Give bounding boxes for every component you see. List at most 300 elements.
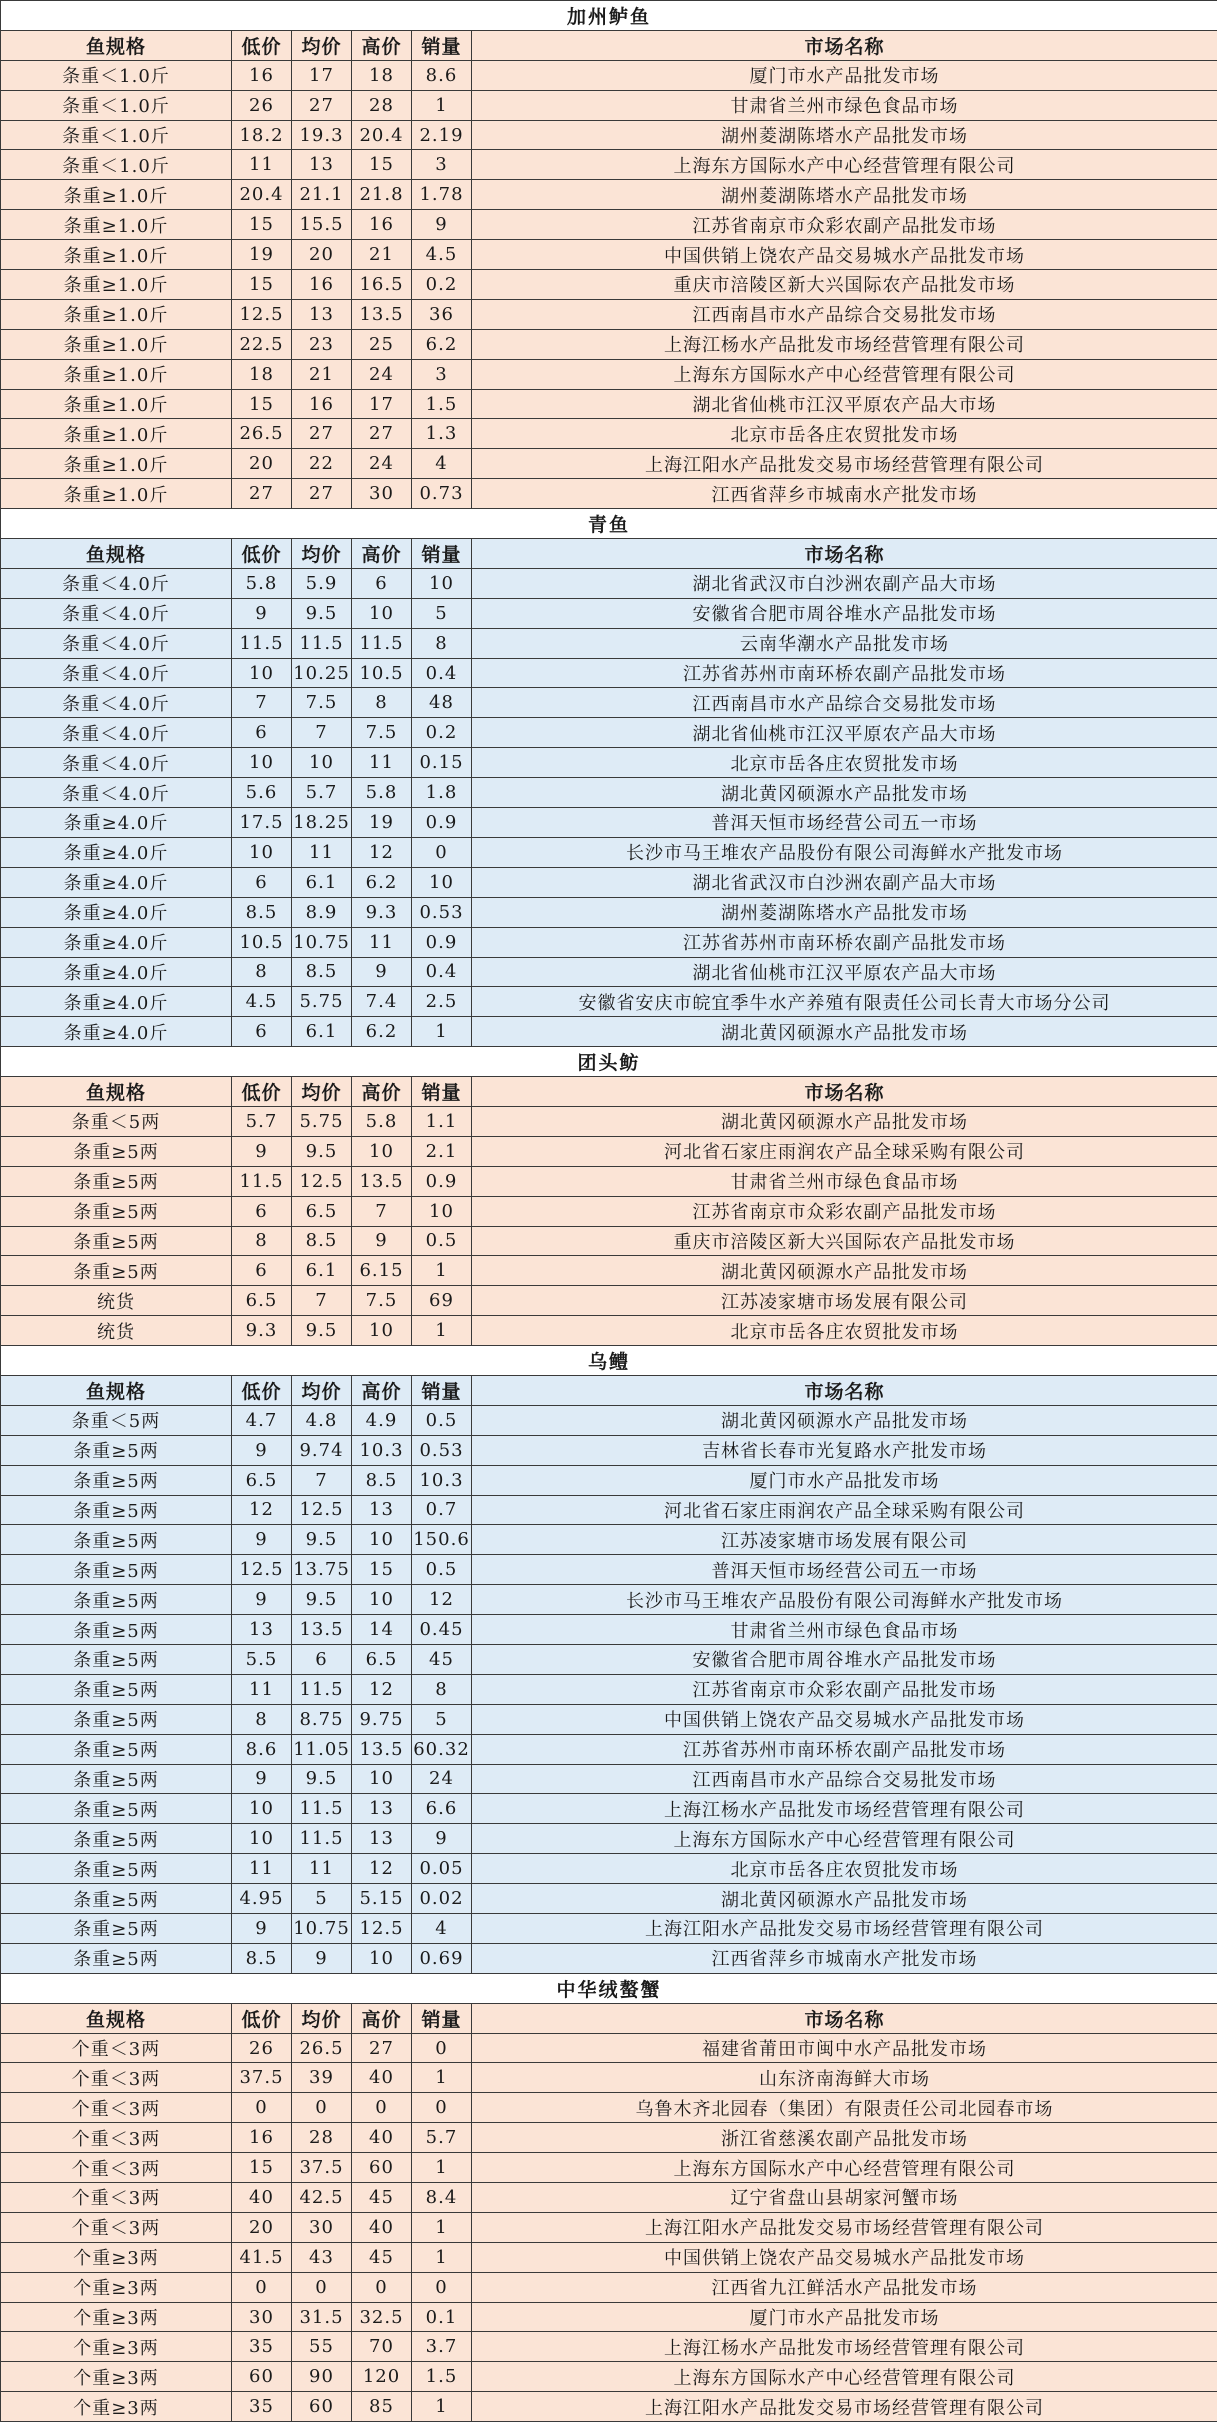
table-cell: 江苏省南京市众彩农副产品批发市场	[472, 210, 1217, 240]
table-cell: 条重≥4.0斤	[1, 808, 232, 838]
table-cell: 条重≥5两	[1, 1585, 232, 1615]
column-header: 销量	[412, 30, 472, 60]
table-cell: 0	[412, 2033, 472, 2063]
table-cell: 7.5	[352, 718, 412, 748]
table-cell: 江苏凌家塘市场发展有限公司	[472, 1525, 1217, 1555]
column-header: 高价	[352, 539, 412, 569]
table-cell: 27	[352, 2033, 412, 2063]
table-cell: 22.5	[232, 329, 292, 359]
table-cell: 55	[292, 2332, 352, 2362]
header-row	[1, 30, 1217, 60]
table-row	[1, 927, 1217, 957]
table-cell: 18	[232, 359, 292, 389]
table-cell: 甘肃省兰州市绿色食品市场	[472, 1166, 1217, 1196]
table-cell: 条重≥5两	[1, 1794, 232, 1824]
column-header: 均价	[292, 1077, 352, 1107]
table-cell: 11.5	[292, 1824, 352, 1854]
section-title-row	[1, 1346, 1217, 1376]
table-cell: 11.5	[292, 1674, 352, 1704]
table-cell: 21.1	[292, 180, 352, 210]
table-cell: 10	[232, 1794, 292, 1824]
table-cell: 0.69	[412, 1943, 472, 1973]
table-cell: 4	[412, 1914, 472, 1944]
table-cell: 12	[352, 1674, 412, 1704]
table-cell: 10	[412, 867, 472, 897]
header-row	[1, 2003, 1217, 2033]
table-cell: 6.5	[232, 1286, 292, 1316]
table-cell: 辽宁省盘山县胡家河蟹市场	[472, 2183, 1217, 2213]
table-row	[1, 1106, 1217, 1136]
table-cell: 8.5	[292, 1226, 352, 1256]
table-cell: 2.5	[412, 987, 472, 1017]
table-cell: 20.4	[352, 120, 412, 150]
table-row	[1, 808, 1217, 838]
table-cell: 9	[412, 210, 472, 240]
table-cell: 2.19	[412, 120, 472, 150]
table-cell: 0	[232, 2093, 292, 2123]
table-cell: 5.5	[232, 1644, 292, 1674]
table-cell: 12.5	[232, 1555, 292, 1585]
table-cell: 5.6	[232, 778, 292, 808]
section-title: 乌鳢	[1, 1346, 1217, 1376]
table-cell: 8.5	[292, 957, 352, 987]
table-cell: 条重≥5两	[1, 1704, 232, 1734]
table-cell: 1	[412, 2242, 472, 2272]
table-cell: 个重＜3两	[1, 2093, 232, 2123]
table-row	[1, 1734, 1217, 1764]
table-cell: 条重≥1.0斤	[1, 210, 232, 240]
table-row	[1, 957, 1217, 987]
table-row	[1, 240, 1217, 270]
table-cell: 0.5	[412, 1226, 472, 1256]
table-cell: 河北省石家庄雨润农产品全球采购有限公司	[472, 1495, 1217, 1525]
table-cell: 8.6	[232, 1734, 292, 1764]
table-cell: 5.7	[412, 2123, 472, 2153]
table-cell: 条重＜4.0斤	[1, 568, 232, 598]
table-row	[1, 2332, 1217, 2362]
table-row	[1, 1196, 1217, 1226]
table-cell: 湖北黄冈硕源水产品批发市场	[472, 1106, 1217, 1136]
table-cell: 40	[352, 2063, 412, 2093]
table-cell: 上海江杨水产品批发市场经营管理有限公司	[472, 2332, 1217, 2362]
table-cell: 23	[292, 329, 352, 359]
table-row	[1, 1226, 1217, 1256]
table-cell: 5.75	[292, 987, 352, 1017]
table-row	[1, 2212, 1217, 2242]
table-cell: 16	[292, 389, 352, 419]
table-cell: 条重≥5两	[1, 1644, 232, 1674]
table-cell: 6	[292, 1644, 352, 1674]
table-cell: 个重＜3两	[1, 2033, 232, 2063]
table-cell: 16	[232, 2123, 292, 2153]
table-cell: 个重＜3两	[1, 2153, 232, 2183]
table-cell: 条重≥5两	[1, 1555, 232, 1585]
table-cell: 27	[352, 419, 412, 449]
table-cell: 个重＜3两	[1, 2123, 232, 2153]
table-cell: 8	[232, 1226, 292, 1256]
column-header: 销量	[412, 1077, 472, 1107]
table-cell: 上海江阳水产品批发交易市场经营管理有限公司	[472, 2212, 1217, 2242]
table-cell: 8.75	[292, 1704, 352, 1734]
header-row	[1, 1077, 1217, 1107]
table-cell: 条重≥1.0斤	[1, 270, 232, 300]
table-cell: 10	[352, 1136, 412, 1166]
table-cell: 4.8	[292, 1405, 352, 1435]
table-row	[1, 688, 1217, 718]
table-cell: 26.5	[292, 2033, 352, 2063]
table-cell: 8.4	[412, 2183, 472, 2213]
table-cell: 5.75	[292, 1106, 352, 1136]
table-cell: 吉林省长春市光复路水产批发市场	[472, 1435, 1217, 1465]
table-cell: 北京市岳各庄农贸批发市场	[472, 1316, 1217, 1346]
table-cell: 16	[232, 60, 292, 90]
table-cell: 9.74	[292, 1435, 352, 1465]
table-cell: 12	[352, 1854, 412, 1884]
table-cell: 湖北黄冈硕源水产品批发市场	[472, 778, 1217, 808]
table-cell: 0.53	[412, 897, 472, 927]
table-cell: 湖州菱湖陈塔水产品批发市场	[472, 120, 1217, 150]
table-cell: 条重＜4.0斤	[1, 748, 232, 778]
table-cell: 6.1	[292, 867, 352, 897]
table-cell: 3	[412, 150, 472, 180]
table-cell: 湖州菱湖陈塔水产品批发市场	[472, 180, 1217, 210]
column-header: 鱼规格	[1, 30, 232, 60]
table-cell: 中国供销上饶农产品交易城水产品批发市场	[472, 2242, 1217, 2272]
table-cell: 19	[352, 808, 412, 838]
table-cell: 条重≥1.0斤	[1, 479, 232, 509]
table-cell: 27	[292, 419, 352, 449]
column-header: 低价	[232, 2003, 292, 2033]
table-row	[1, 90, 1217, 120]
table-cell: 条重≥1.0斤	[1, 419, 232, 449]
column-header: 高价	[352, 30, 412, 60]
table-cell: 安徽省合肥市周谷堆水产品批发市场	[472, 1644, 1217, 1674]
table-cell: 10	[352, 1316, 412, 1346]
table-cell: 普洱天恒市场经营公司五一市场	[472, 808, 1217, 838]
table-cell: 条重≥5两	[1, 1914, 232, 1944]
column-header: 销量	[412, 2003, 472, 2033]
table-cell: 13.75	[292, 1555, 352, 1585]
table-row	[1, 2242, 1217, 2272]
table-cell: 甘肃省兰州市绿色食品市场	[472, 1615, 1217, 1645]
table-cell: 9	[412, 1824, 472, 1854]
table-cell: 条重＜1.0斤	[1, 120, 232, 150]
table-cell: 13	[292, 299, 352, 329]
table-cell: 11	[292, 837, 352, 867]
table-cell: 7	[292, 718, 352, 748]
table-cell: 江苏省苏州市南环桥农副产品批发市场	[472, 658, 1217, 688]
table-cell: 6.1	[292, 1256, 352, 1286]
table-cell: 18	[352, 60, 412, 90]
table-cell: 1	[412, 2153, 472, 2183]
table-cell: 3.7	[412, 2332, 472, 2362]
table-cell: 7.5	[352, 1286, 412, 1316]
column-header: 销量	[412, 1375, 472, 1405]
table-cell: 7	[352, 1196, 412, 1226]
table-cell: 条重≥5两	[1, 1884, 232, 1914]
table-row	[1, 180, 1217, 210]
table-cell: 31.5	[292, 2302, 352, 2332]
table-cell: 10	[412, 568, 472, 598]
table-row	[1, 1674, 1217, 1704]
table-cell: 安徽省安庆市皖宜季牛水产养殖有限责任公司长青大市场分公司	[472, 987, 1217, 1017]
table-cell: 条重＜1.0斤	[1, 90, 232, 120]
table-cell: 9.5	[292, 1316, 352, 1346]
section-title-row	[1, 509, 1217, 539]
table-cell: 8.6	[412, 60, 472, 90]
table-cell: 20.4	[232, 180, 292, 210]
table-cell: 1.5	[412, 389, 472, 419]
table-cell: 48	[412, 688, 472, 718]
table-cell: 10.3	[412, 1465, 472, 1495]
table-cell: 0.1	[412, 2302, 472, 2332]
table-cell: 0.4	[412, 957, 472, 987]
table-cell: 重庆市涪陵区新大兴国际农产品批发市场	[472, 1226, 1217, 1256]
table-cell: 北京市岳各庄农贸批发市场	[472, 419, 1217, 449]
table-cell: 9	[232, 1525, 292, 1555]
table-cell: 40	[352, 2212, 412, 2242]
table-cell: 条重＜4.0斤	[1, 688, 232, 718]
table-cell: 条重≥5两	[1, 1465, 232, 1495]
table-cell: 11.5	[232, 1166, 292, 1196]
table-row	[1, 150, 1217, 180]
table-cell: 15.5	[292, 210, 352, 240]
table-cell: 21.8	[352, 180, 412, 210]
table-cell: 条重≥5两	[1, 1196, 232, 1226]
table-cell: 上海江杨水产品批发市场经营管理有限公司	[472, 329, 1217, 359]
table-cell: 甘肃省兰州市绿色食品市场	[472, 90, 1217, 120]
table-cell: 0.9	[412, 1166, 472, 1196]
table-cell: 15	[352, 150, 412, 180]
table-cell: 10.75	[292, 1914, 352, 1944]
table-cell: 0.73	[412, 479, 472, 509]
table-cell: 9	[232, 1914, 292, 1944]
table-cell: 7	[292, 1286, 352, 1316]
table-cell: 条重＜5两	[1, 1106, 232, 1136]
table-cell: 17.5	[232, 808, 292, 838]
table-cell: 1	[412, 2063, 472, 2093]
table-cell: 条重≥5两	[1, 1734, 232, 1764]
table-cell: 14	[352, 1615, 412, 1645]
table-row	[1, 1256, 1217, 1286]
table-cell: 江苏省南京市众彩农副产品批发市场	[472, 1674, 1217, 1704]
table-cell: 上海江阳水产品批发交易市场经营管理有限公司	[472, 1914, 1217, 1944]
table-cell: 13.5	[292, 1615, 352, 1645]
table-cell: 条重≥1.0斤	[1, 329, 232, 359]
table-cell: 个重＜3两	[1, 2063, 232, 2093]
table-cell: 条重≥4.0斤	[1, 867, 232, 897]
table-row	[1, 2123, 1217, 2153]
table-row	[1, 359, 1217, 389]
table-cell: 10	[412, 1196, 472, 1226]
table-cell: 4.7	[232, 1405, 292, 1435]
table-cell: 3	[412, 359, 472, 389]
table-cell: 厦门市水产品批发市场	[472, 60, 1217, 90]
table-cell: 江西省九江鲜活水产品批发市场	[472, 2272, 1217, 2302]
section-title-row	[1, 1973, 1217, 2003]
table-cell: 8	[232, 957, 292, 987]
table-cell: 5.8	[352, 1106, 412, 1136]
table-cell: 9.75	[352, 1704, 412, 1734]
table-cell: 32.5	[352, 2302, 412, 2332]
table-cell: 40	[232, 2183, 292, 2213]
table-cell: 0.9	[412, 927, 472, 957]
table-cell: 条重≥5两	[1, 1943, 232, 1973]
table-cell: 60	[232, 2362, 292, 2392]
table-row	[1, 658, 1217, 688]
table-cell: 13	[352, 1824, 412, 1854]
table-cell: 11.5	[232, 628, 292, 658]
table-cell: 5.7	[292, 778, 352, 808]
table-cell: 条重＜4.0斤	[1, 658, 232, 688]
table-cell: 35	[232, 2332, 292, 2362]
column-header: 均价	[292, 539, 352, 569]
table-cell: 30	[232, 2302, 292, 2332]
table-cell: 11	[352, 748, 412, 778]
table-cell: 北京市岳各庄农贸批发市场	[472, 748, 1217, 778]
table-row	[1, 1017, 1217, 1047]
table-cell: 30	[292, 2212, 352, 2242]
table-cell: 25	[352, 329, 412, 359]
table-row	[1, 270, 1217, 300]
table-cell: 条重≥5两	[1, 1824, 232, 1854]
table-cell: 120	[352, 2362, 412, 2392]
table-cell: 条重≥4.0斤	[1, 1017, 232, 1047]
table-row	[1, 1914, 1217, 1944]
table-cell: 江西南昌市水产品综合交易批发市场	[472, 299, 1217, 329]
table-cell: 10	[352, 1764, 412, 1794]
table-row	[1, 1405, 1217, 1435]
table-cell: 条重＜1.0斤	[1, 60, 232, 90]
table-cell: 0.5	[412, 1405, 472, 1435]
table-cell: 0.45	[412, 1615, 472, 1645]
table-row	[1, 2093, 1217, 2123]
table-cell: 11.05	[292, 1734, 352, 1764]
table-cell: 5.9	[292, 568, 352, 598]
table-cell: 13.5	[352, 1734, 412, 1764]
table-cell: 统货	[1, 1286, 232, 1316]
table-cell: 6	[232, 1256, 292, 1286]
table-cell: 15	[232, 270, 292, 300]
table-cell: 9.5	[292, 1764, 352, 1794]
table-cell: 90	[292, 2362, 352, 2392]
table-cell: 18.25	[292, 808, 352, 838]
table-cell: 条重≥1.0斤	[1, 299, 232, 329]
section-title: 青鱼	[1, 509, 1217, 539]
table-cell: 6.2	[352, 867, 412, 897]
table-row	[1, 449, 1217, 479]
table-cell: 个重≥3两	[1, 2242, 232, 2272]
table-cell: 条重≥1.0斤	[1, 449, 232, 479]
table-cell: 12.5	[352, 1914, 412, 1944]
table-cell: 7.4	[352, 987, 412, 1017]
table-cell: 42.5	[292, 2183, 352, 2213]
table-cell: 26	[232, 2033, 292, 2063]
table-cell: 0.53	[412, 1435, 472, 1465]
table-cell: 10	[232, 1824, 292, 1854]
section-1	[1, 509, 1217, 1047]
table-cell: 11	[232, 1674, 292, 1704]
table-row	[1, 1316, 1217, 1346]
table-cell: 江苏凌家塘市场发展有限公司	[472, 1286, 1217, 1316]
table-cell: 江西省萍乡市城南水产批发市场	[472, 479, 1217, 509]
section-3	[1, 1346, 1217, 1974]
header-row	[1, 539, 1217, 569]
table-cell: 条重＜4.0斤	[1, 598, 232, 628]
table-cell: 16.5	[352, 270, 412, 300]
table-row	[1, 1854, 1217, 1884]
table-cell: 37.5	[292, 2153, 352, 2183]
table-cell: 1.8	[412, 778, 472, 808]
column-header: 低价	[232, 1077, 292, 1107]
table-row	[1, 987, 1217, 1017]
column-header: 鱼规格	[1, 2003, 232, 2033]
table-cell: 1.78	[412, 180, 472, 210]
table-cell: 6.1	[292, 1017, 352, 1047]
table-cell: 乌鲁木齐北园春（集团）有限责任公司北园春市场	[472, 2093, 1217, 2123]
table-cell: 0.4	[412, 658, 472, 688]
table-cell: 9	[232, 1435, 292, 1465]
table-cell: 13	[352, 1794, 412, 1824]
table-row	[1, 1794, 1217, 1824]
table-row	[1, 329, 1217, 359]
table-cell: 6	[232, 867, 292, 897]
table-cell: 11.5	[292, 628, 352, 658]
table-cell: 9	[352, 1226, 412, 1256]
column-header: 市场名称	[472, 539, 1217, 569]
table-cell: 条重≥1.0斤	[1, 389, 232, 419]
table-cell: 浙江省慈溪农副产品批发市场	[472, 2123, 1217, 2153]
table-cell: 21	[292, 359, 352, 389]
table-cell: 37.5	[232, 2063, 292, 2093]
table-cell: 13	[232, 1615, 292, 1645]
table-row	[1, 1525, 1217, 1555]
table-cell: 12.5	[232, 299, 292, 329]
table-cell: 10.5	[352, 658, 412, 688]
table-cell: 9	[232, 1585, 292, 1615]
table-cell: 0.9	[412, 808, 472, 838]
table-row	[1, 2183, 1217, 2213]
table-cell: 条重≥5两	[1, 1674, 232, 1704]
table-row	[1, 2392, 1217, 2422]
column-header: 市场名称	[472, 30, 1217, 60]
table-cell: 0	[232, 2272, 292, 2302]
table-cell: 湖北省武汉市白沙洲农副产品大市场	[472, 568, 1217, 598]
section-4	[1, 1973, 1217, 2421]
column-header: 高价	[352, 1375, 412, 1405]
table-cell: 8.5	[232, 1943, 292, 1973]
table-cell: 上海江杨水产品批发市场经营管理有限公司	[472, 1794, 1217, 1824]
section-title: 团头鲂	[1, 1047, 1217, 1077]
table-row	[1, 60, 1217, 90]
table-cell: 上海东方国际水产中心经营管理有限公司	[472, 2362, 1217, 2392]
section-title: 加州鲈鱼	[1, 1, 1217, 31]
table-cell: 12.5	[292, 1166, 352, 1196]
table-row	[1, 1615, 1217, 1645]
table-row	[1, 2033, 1217, 2063]
table-cell: 条重≥5两	[1, 1226, 232, 1256]
table-cell: 长沙市马王堆农产品股份有限公司海鲜水产批发市场	[472, 837, 1217, 867]
table-cell: 条重＜1.0斤	[1, 150, 232, 180]
table-cell: 厦门市水产品批发市场	[472, 2302, 1217, 2332]
table-cell: 19.3	[292, 120, 352, 150]
table-row	[1, 837, 1217, 867]
table-cell: 个重≥3两	[1, 2332, 232, 2362]
table-cell: 福建省莆田市闽中水产品批发市场	[472, 2033, 1217, 2063]
column-header: 高价	[352, 2003, 412, 2033]
table-cell: 条重≥5两	[1, 1854, 232, 1884]
column-header: 均价	[292, 30, 352, 60]
